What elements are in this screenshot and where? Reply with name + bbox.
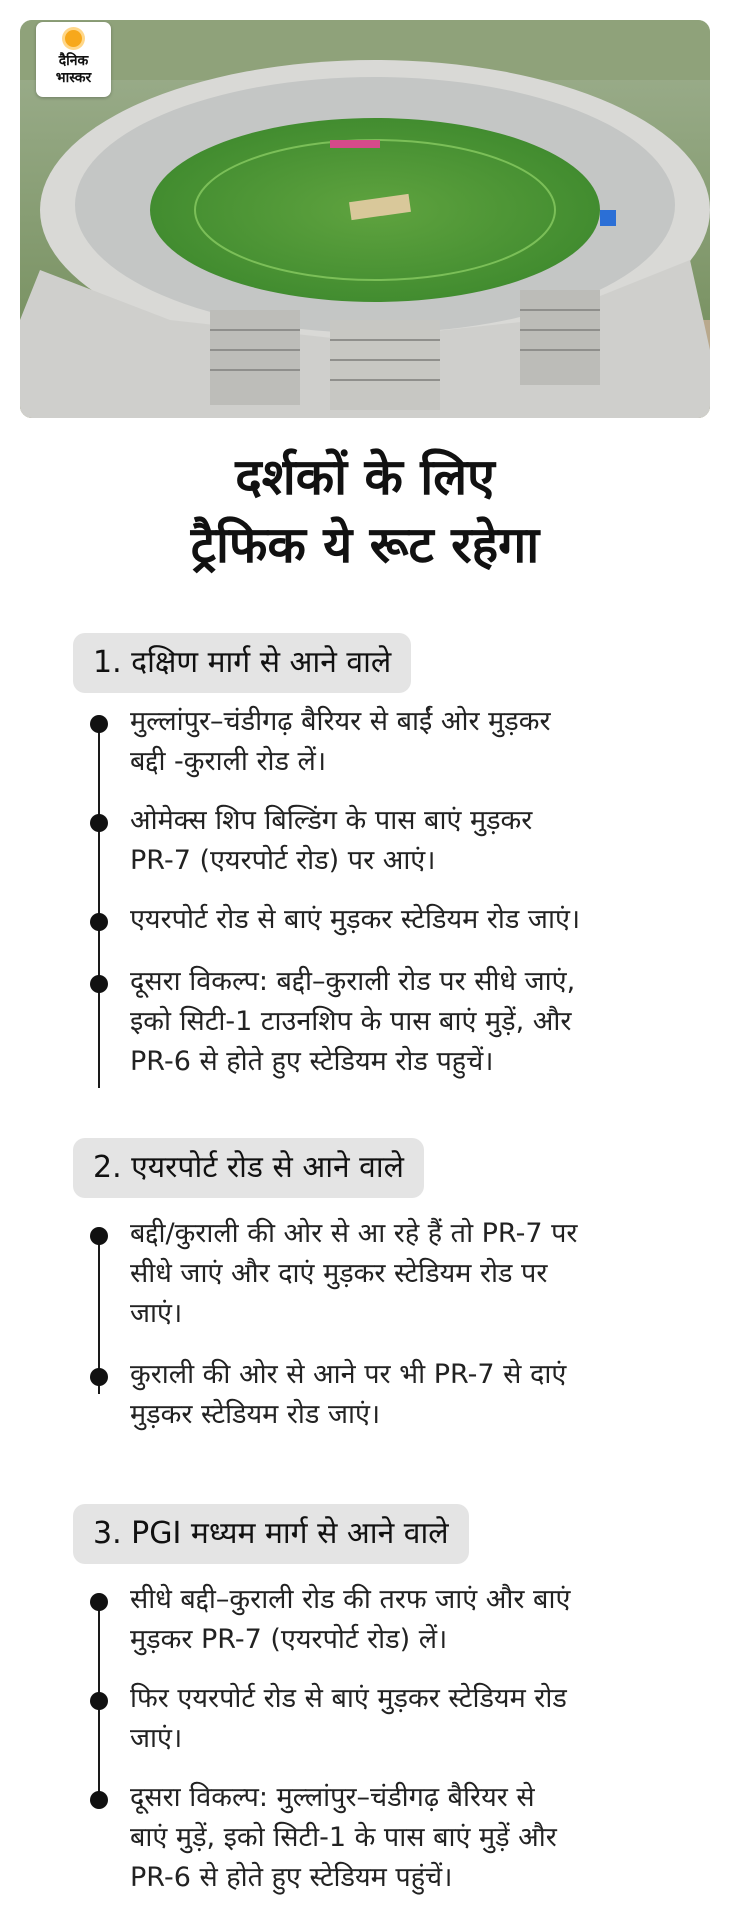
bullet-dot (90, 913, 108, 931)
item-line: मुड़कर स्टेडियम रोड जाएं। (130, 1399, 381, 1430)
section-1-item-2 (130, 801, 705, 881)
logo-text-line1: दैनिक (58, 53, 89, 69)
item-line: दूसरा विकल्प: मुल्लांपुर–चंडीगढ़ बैरियर से (130, 1782, 535, 1813)
dainik-bhaskar-logo (36, 22, 111, 97)
item-line: बद्दी -कुराली रोड लें। (130, 746, 327, 777)
bullet-dot (90, 1368, 108, 1386)
section-2-item-2 (130, 1355, 705, 1435)
bullet-dot (90, 1791, 108, 1809)
item-line: सीधे जाएं और दाएं मुड़कर स्टेडियम रोड पर (130, 1258, 548, 1289)
item-line: ओमेक्स शिप बिल्डिंग के पास बाएं मुड़कर (130, 805, 533, 836)
headline-line2: ट्रैफिक ये रूट रहेगा (190, 516, 540, 574)
item-line: फिर एयरपोर्ट रोड से बाएं मुड़कर स्टेडियम रोड (130, 1683, 567, 1714)
headline (0, 443, 730, 579)
item-line: दूसरा विकल्प: बद्दी–कुराली रोड पर सीधे जाएं, (130, 966, 576, 997)
sun-icon (65, 30, 82, 47)
section-3-item-1 (130, 1580, 705, 1660)
bullet-dot (90, 715, 108, 733)
item-line: PR-6 से होते हुए स्टेडियम रोड पहुचें। (130, 1046, 494, 1077)
item-line: जाएं। (130, 1723, 183, 1754)
bullet-dot (90, 814, 108, 832)
section-3-item-2 (130, 1679, 705, 1759)
item-line: सीधे बद्दी–कुराली रोड की तरफ जाएं और बाएं (130, 1584, 571, 1615)
section-3-title: 3. PGI मध्यम मार्ग से आने वाले (73, 1504, 469, 1564)
section-3-item-3 (130, 1778, 705, 1898)
bullet-dot (90, 975, 108, 993)
section-1-title: 1. दक्षिण मार्ग से आने वाले (73, 633, 411, 693)
item-line: मुल्लांपुर–चंडीगढ़ बैरियर से बाईं ओर मुड़कर (130, 706, 551, 737)
item-line: एयरपोर्ट रोड से बाएं मुड़कर स्टेडियम रोड जाएं। (130, 904, 581, 935)
section-1-item-1 (130, 702, 705, 782)
section-1-item-4 (130, 962, 705, 1082)
item-line: कुराली की ओर से आने पर भी PR-7 से दाएं (130, 1359, 567, 1390)
section-2-title: 2. एयरपोर्ट रोड से आने वाले (73, 1138, 424, 1198)
item-line: मुड़कर PR-7 (एयरपोर्ट रोड) लें। (130, 1624, 448, 1655)
item-line: इको सिटी-1 टाउनशिप के पास बाएं मुड़ें, और (130, 1006, 572, 1037)
stadium-photo (20, 20, 710, 418)
bullet-dot (90, 1692, 108, 1710)
section-2-item-1 (130, 1214, 705, 1334)
logo-text-line2: भास्कर (55, 70, 92, 86)
bullet-dot (90, 1593, 108, 1611)
stadium-aerial-image (20, 20, 710, 418)
item-line: PR-7 (एयरपोर्ट रोड) पर आएं। (130, 845, 436, 876)
bullet-dot (90, 1227, 108, 1245)
headline-line1: दर्शकों के लिए (235, 448, 495, 506)
item-line: बद्दी/कुराली की ओर से आ रहे हैं तो PR-7 पर (130, 1218, 578, 1249)
item-line: PR-6 से होते हुए स्टेडियम पहुंचें। (130, 1862, 453, 1893)
item-line: बाएं मुड़ें, इको सिटी-1 के पास बाएं मुड़ें और (130, 1822, 557, 1853)
section-1-item-3 (130, 900, 705, 940)
section-1-timeline (98, 722, 100, 1088)
item-line: जाएं। (130, 1298, 183, 1329)
